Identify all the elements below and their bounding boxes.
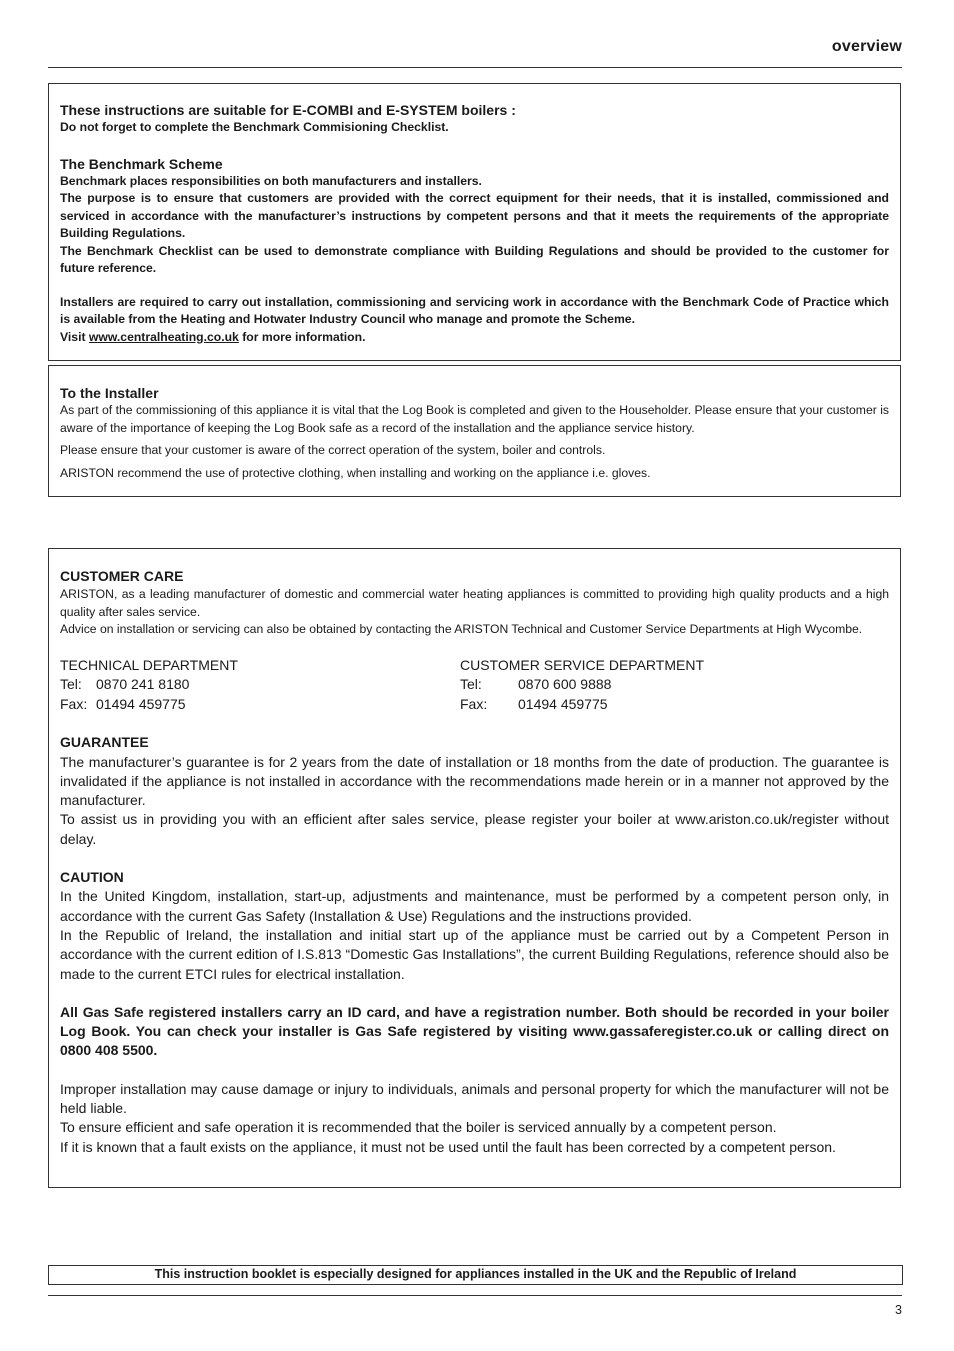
footer-divider xyxy=(48,1295,902,1296)
technical-department xyxy=(60,656,460,715)
page-number: 3 xyxy=(895,1303,902,1317)
benchmark-paragraph-1: Benchmark places responsibilities on both manufacturers and installers. xyxy=(60,173,482,188)
service-department-name: CUSTOMER SERVICE DEPARTMENT xyxy=(460,656,705,673)
caution-paragraph-4: To ensure efficient and safe operation it is recommended that the boiler is serviced annually by a competent person. xyxy=(60,1119,777,1136)
visit-line xyxy=(60,329,889,347)
intro-box xyxy=(48,83,901,361)
footer-note: This instruction booklet is especially designed for appliances installed in the UK and the Republic of Ireland xyxy=(48,1265,903,1285)
service-fax-row xyxy=(460,695,860,715)
caution-paragraph-3: Improper installation may cause damage or injury to individuals, animals and personal property for which the manufacturer will not be held liable. xyxy=(60,1080,889,1117)
technical-fax-number: 01494 459775 xyxy=(96,695,186,712)
service-fax-label: Fax: xyxy=(460,695,488,712)
section-title: overview xyxy=(831,38,902,55)
visit-suffix: for more information. xyxy=(242,329,366,344)
technical-tel-number: 0870 241 8180 xyxy=(96,676,190,693)
service-tel-label: Tel: xyxy=(460,676,482,693)
technical-tel-row xyxy=(60,675,460,695)
customer-care-box xyxy=(48,548,901,1188)
technical-fax-row xyxy=(60,695,460,715)
caution-paragraph-2: In the Republic of Ireland, the installation and initial start up of the appliance must be carried out by a Competent Person in accordance with the current edition of I.S.813 “Domestic Gas Installations”, the current Building Regulations, reference should also be made to the current ETCI rules for electrical installation. xyxy=(60,926,889,982)
benchmark-heading: The Benchmark Scheme xyxy=(60,155,223,172)
gas-safe-notice: All Gas Safe registered installers carry an ID card, and have a registration number. Both should be recorded in your boiler Log Book. You can check your installer is Gas Safe registered by visiting www.gassaferegister.co.uk or calling direct on 0800 408 5500. xyxy=(60,1003,889,1059)
customer-care-paragraph-1: ARISTON, as a leading manufacturer of domestic and commercial water heating appliances is committed to providing high quality products and a high quality after sales service. xyxy=(60,587,889,619)
guarantee-paragraph-2: To assist us in providing you with an efficient after sales service, please register your boiler at www.ariston.co.uk/register without delay. xyxy=(60,811,889,847)
service-tel-number: 0870 600 9888 xyxy=(518,676,612,693)
checklist-note: Do not forget to complete the Benchmark Commisioning Checklist. xyxy=(60,120,449,134)
technical-department-name: TECHNICAL DEPARTMENT xyxy=(60,656,238,673)
centralheating-link[interactable]: www.centralheating.co.uk xyxy=(88,329,239,344)
service-fax-number: 01494 459775 xyxy=(518,695,608,712)
benchmark-paragraph-3: The Benchmark Checklist can be used to demonstrate compliance with Building Regulations and should be provided to the customer for future reference. xyxy=(60,243,889,275)
benchmark-paragraph-2: The purpose is to ensure that customers are provided with the correct equipment for their needs, that it is installed, commissioned and serviced in accordance with the manufacturer’s instructions by competent persons and that it meets the requirements of the appropriate Building Regulations. xyxy=(60,191,889,240)
installers-paragraph: Installers are required to carry out installation, commissioning and servicing work in accordance with the Benchmark Code of Practice which is available from the Heating and Hotwater Industry Council who manage and promote the Scheme. xyxy=(60,294,889,326)
guarantee-heading: GUARANTEE xyxy=(60,734,149,751)
service-tel-row xyxy=(460,675,860,695)
visit-prefix: Visit xyxy=(60,329,86,344)
department-contacts xyxy=(60,656,889,715)
technical-fax-label: Fax: xyxy=(60,695,88,712)
installer-box xyxy=(48,365,901,497)
installer-paragraph-1: As part of the commissioning of this appliance it is vital that the Log Book is completed and given to the Householder. Please ensure that your customer is aware of the importance of keeping the Log Book safe as a record of the installation and the appliance service history. xyxy=(60,403,889,435)
caution-paragraph-5: If it is known that a fault exists on the appliance, it must not be used until the fault has been corrected by a competent person. xyxy=(60,1138,836,1155)
installer-paragraph-2: Please ensure that your customer is aware of the correct operation of the system, boiler and controls. xyxy=(60,443,606,457)
intro-heading: These instructions are suitable for E-COMBI and E-SYSTEM boilers : xyxy=(60,102,516,118)
caution-heading: CAUTION xyxy=(60,869,124,886)
caution-paragraph-1: In the United Kingdom, installation, start-up, adjustments and maintenance, must be performed by a competent person only, in accordance with the current Gas Safety (Installation & Use) Regulations and the instructions provided. xyxy=(60,888,889,924)
customer-care-paragraph-2: Advice on installation or servicing can also be obtained by contacting the ARISTON Technical and Customer Service Departments at High Wycombe. xyxy=(60,622,863,637)
guarantee-paragraph-1: The manufacturer’s guarantee is for 2 years from the date of installation or 18 months from the date of production. The guarantee is invalidated if the appliance is not installed in accordance with the recommendations made herein or in a manner not approved by the manufacturer. xyxy=(60,753,889,809)
customer-service-department xyxy=(460,656,860,715)
installer-paragraph-3: ARISTON recommend the use of protective clothing, when installing and working on the appliance i.e. gloves. xyxy=(60,465,651,480)
customer-care-heading: CUSTOMER CARE xyxy=(60,568,184,584)
header-divider xyxy=(48,67,902,68)
technical-tel-label: Tel: xyxy=(60,676,82,693)
installer-heading: To the Installer xyxy=(60,385,159,401)
